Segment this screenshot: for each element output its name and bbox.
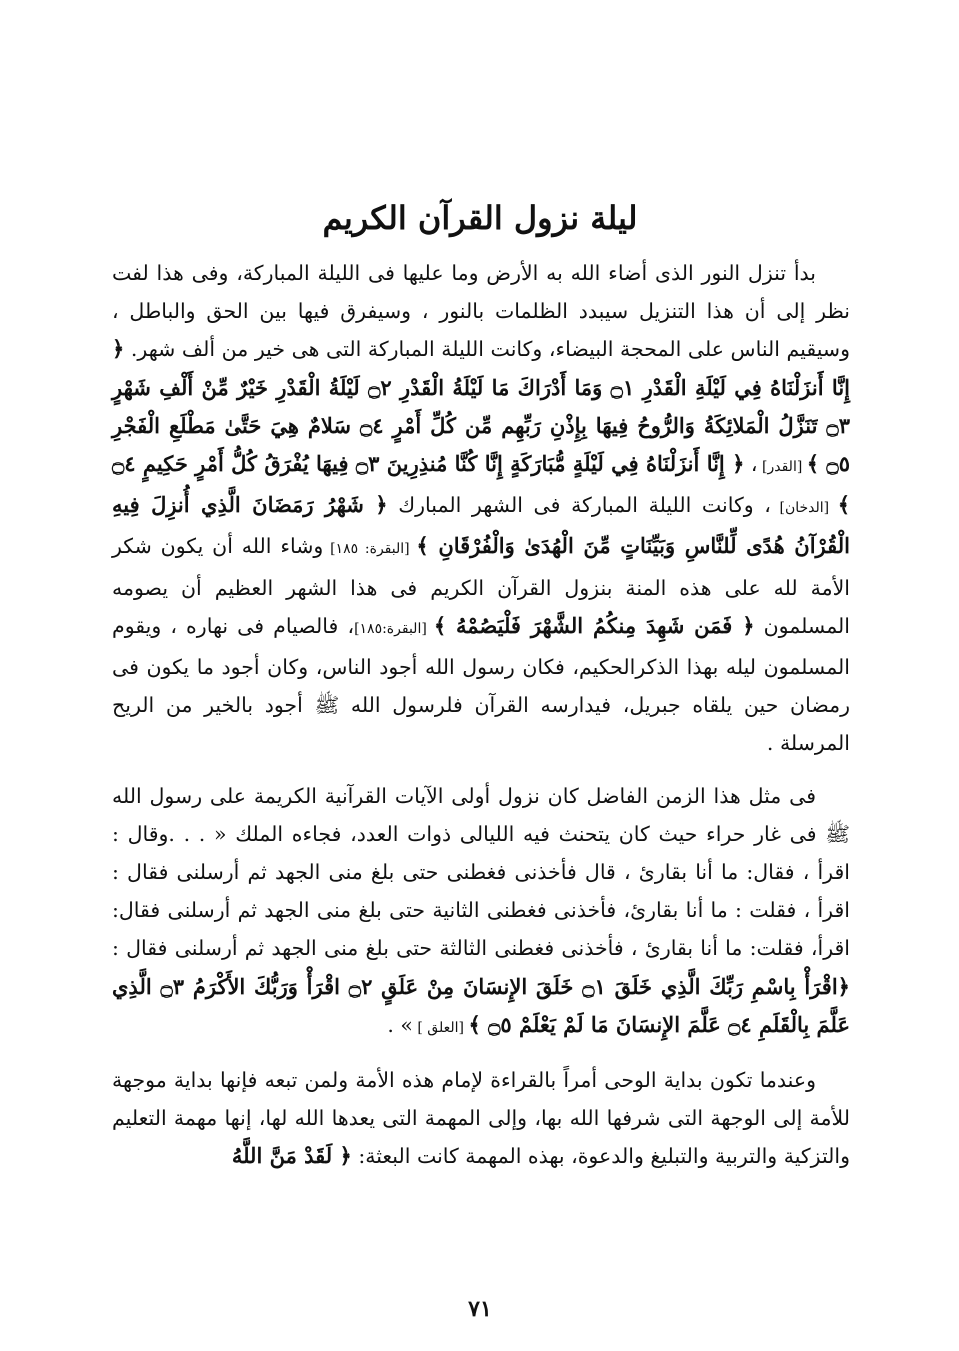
verse-reference: [البقرة:١٨٥] [354,620,434,637]
quran-verse: ﴿ لَقَدْ مَنَّ اللَّهُ [231,1143,352,1169]
paragraph-text: ، [744,452,758,477]
paragraph-2 [112,777,850,1047]
paragraph-1 [112,254,850,763]
paragraph-text: » . [387,1012,413,1037]
verse-reference: [الدخان] [770,500,838,517]
paragraph-3 [112,1061,850,1176]
verse-reference: [العلق ] [412,1019,469,1036]
quran-verse: ﴿ إِنَّا أَنزَلْنَاهُ فِي لَيْلَةِ الْقَدْرِ ۝١ وَمَا أَدْرَاكَ مَا لَيْلَةُ الْقَدْرِ ۝٢ لَيْلَةُ الْقَدْرِ خَيْرٌ مِّنْ أَلْفِ شَهْرٍ ۝٣ تَنَزَّلُ الْمَلائِكَةُ وَالرُّوحُ فِيهَا بِإِذْنِ رَبِّهِم مِّن كُلِّ أَمْرٍ ۝٤ سَلامٌ هِيَ حَتَّىٰ مَطْلَعِ الْفَجْرِ ۝٥ ﴾ [112,336,851,477]
paragraph-text: بدأ تنزل النور الذى أضاء الله به الأرض وما عليها فى الليلة المباركة، وفى هذا لفت نظر إلى أن هذا التنزيل سيبدد الظلمات بالنور ، وسيفرق فيها بين الحق والباطل ، وسيقيم الناس على المحجة البيضاء، وكانت الليلة المباركة التى هى خير من ألف شهر. [112,261,850,362]
page-title: ليلة نزول القرآن الكريم [322,199,638,237]
quran-verse: ﴿ إِنَّا أَنزَلْنَاهُ فِي لَيْلَةٍ مُّبَارَكَةٍ إِنَّا كُنَّا مُنذِرِينَ ۝٣ فِيهَا يُفْرَقُ كُلُّ أَمْرٍ حَكِيمٍ ۝٤ ﴾ [112,451,850,518]
paragraph-text: وعندما تكون بداية الوحى أمراً بالقراءة لإمام هذه الأمة ولمن تبعه فإنها بداية موجهة للأمة إلى الوجهة التى شرفها الله بها، وإلى المهمة التى يعدها الله لها، إنها مهمة التعليم والتزكية والتربية والتبليغ والدعوة، بهذه المهمة كانت البعثة: [112,1068,850,1169]
body-text [112,254,850,1190]
quran-verse: ﴿اقْرَأْ بِاسْمِ رَبِّكَ الَّذِي خَلَقَ ۝١ خَلَقَ الإِنسَانَ مِنْ عَلَقٍ ۝٢ اقْرَأْ وَرَبُّكَ الأَكْرَمُ ۝٣ الَّذِي عَلَّمَ بِالْقَلَمِ ۝٤ عَلَّمَ الإِنسَانَ مَا لَمْ يَعْلَمْ ۝٥ ﴾ [112,973,850,1037]
paragraph-text: وشاء الله أن يكون شكر الأمة لله على هذه المنة بنزول القرآن الكريم فى هذا الشهر العظيم أن يصومه المسلمون [112,534,850,638]
paragraph-text: ، فالصيام فى نهاره ، ويقوم المسلمون ليله بهذا الذكرالحكيم، فكان رسول الله أجود الناس، وكان أجود ما يكون فى رمضان حين يلقاه جبريل، فيدارسه القرآن فلرسول الله ﷺ أجود بالخير من الريح المرسلة . [112,613,850,756]
page-number: ٧١ [468,1296,492,1322]
quran-verse: ﴿ فَمَن شَهِدَ مِنكُمُ الشَّهْرَ فَلْيَصُمْهُ ﴾ [433,612,755,638]
paragraph-text: ، وكانت الليلة المباركة فى الشهر المبارك [387,493,771,518]
paragraph-text: فى مثل هذا الزمن الفاضل كان نزول أولى الآيات القرآنية الكريمة على رسول الله ﷺ فى غار حراء حيث كان يتحنث فيه الليالى ذوات العدد، فجاءه الملك « . . .وقال : اقرأ ، فقال: ما أنا بقارئ ، قال فأخذنى فغطنى حتى بلغ منى الجهد ثم أرسلنى فقال : اقرأ ، فقلت : ما أنا بقارئ، فأخذنى فغطنى الثانية حتى بلغ منى الجهد ثم أرسلنى فقال: اقرأ، فقلت: ما أنا بقارئ ، فأخذنى فغطنى الثالثة حتى بلغ منى الجهد ثم أرسلنى فقال : [112,783,850,961]
quran-verse: ﴿ شَهْرُ رَمَضَانَ الَّذِي أُنزِلَ فِيهِ الْقُرْآنُ هُدًى لِّلنَّاسِ وَبَيِّنَاتٍ مِّنَ الْهُدَىٰ وَالْفُرْقَانِ ﴾ [112,492,850,559]
verse-reference: [البقرة: ١٨٥] [323,541,417,558]
verse-reference: [القدر] [757,459,807,476]
